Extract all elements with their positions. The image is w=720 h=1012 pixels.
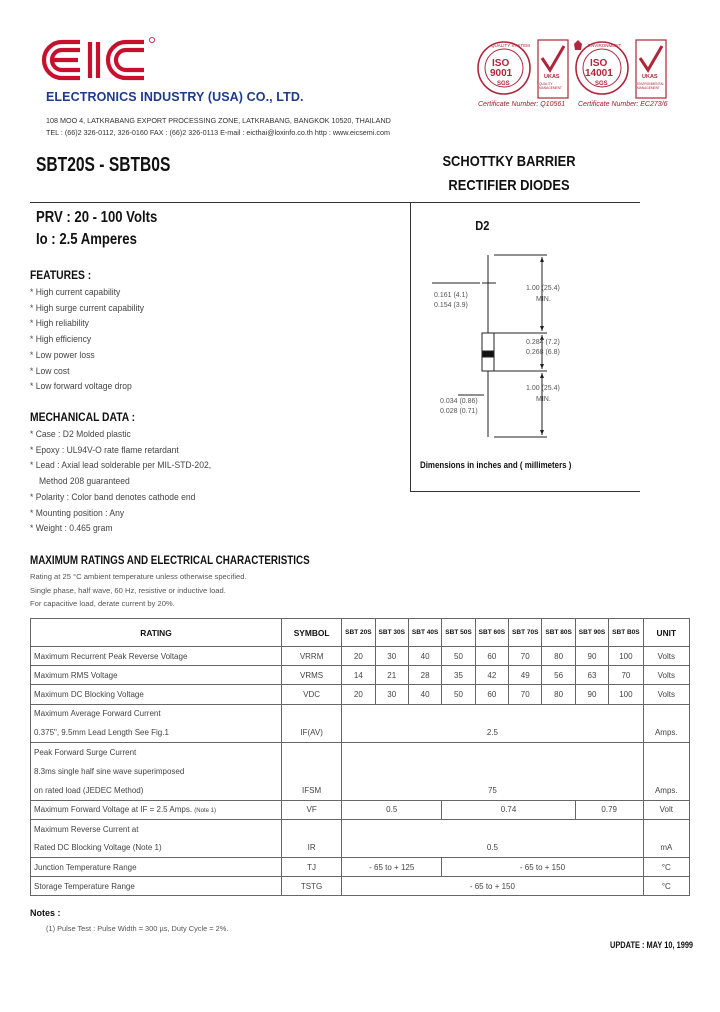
table-row [31, 781, 690, 800]
tstg-unit: °C [643, 877, 689, 896]
row-value: 100 [609, 647, 643, 666]
list-item: * Weight : 0.465 gram [30, 523, 113, 535]
rating-note: For capacitive load, derate current by 20%. [30, 599, 175, 608]
iso-9001-seal-main: ISO [492, 58, 510, 69]
avg-current-symbol: IF(AV) [282, 723, 342, 742]
company-name: ELECTRONICS INDUSTRY (USA) CO., LTD. [46, 90, 304, 104]
vf-symbol: VF [282, 800, 342, 819]
device-type-line2: RECTIFIER DIODES [448, 177, 570, 194]
dim-lead-dia-min: 0.154 (3.9) [434, 302, 468, 309]
dimensions-note: Dimensions in inches and ( millimeters ) [420, 460, 572, 470]
features-heading: FEATURES : [30, 268, 92, 282]
row-value: 30 [375, 647, 408, 666]
rating-note: Rating at 25 °C ambient temperature unless otherwise specified. [30, 572, 247, 581]
tstg-symbol: TSTG [282, 877, 342, 896]
part-range-title: SBT20S - SBTB0S [36, 154, 171, 176]
row-value: 28 [408, 666, 441, 685]
row-rating: Maximum Recurrent Peak Reverse Voltage [31, 647, 282, 666]
package-box-left [410, 202, 411, 492]
iso-14001-certification [574, 36, 720, 102]
row-value: 80 [542, 685, 575, 704]
prv-rating: PRV : 20 - 100 Volts [36, 209, 158, 226]
mechanical-heading: MECHANICAL DATA : [30, 410, 136, 424]
list-item: * High surge current capability [30, 302, 145, 314]
tj-label: Junction Temperature Range [31, 858, 282, 877]
list-item: * High current capability [30, 287, 121, 298]
iso-9001-badge-bottom: QUALITY MANAGEMENT [539, 82, 562, 90]
dim-top-length: 1.00 (25.4) [526, 285, 560, 292]
list-item: * Low forward voltage drop [30, 381, 132, 393]
avg-current-value: 2.5 [342, 723, 643, 742]
surge-label-3: on rated load (JEDEC Method) [31, 781, 282, 800]
dim-body-max: 0.284 (7.2) [526, 339, 560, 346]
row-value: 60 [475, 647, 508, 666]
row-symbol: VDC [282, 685, 342, 704]
package-name: D2 [475, 218, 490, 233]
header-rating: RATING [31, 619, 282, 647]
row-unit: Volts [643, 685, 689, 704]
ir-label-1: Maximum Reverse Current at [31, 819, 282, 838]
row-value: 50 [442, 647, 475, 666]
row-value: 40 [408, 647, 441, 666]
list-item: * Epoxy : UL94V-O rate flame retardant [30, 444, 179, 456]
header-part: SBT 30S [375, 619, 408, 647]
table-header-row [31, 619, 690, 647]
row-value: 70 [509, 685, 542, 704]
list-item: * High reliability [30, 318, 89, 330]
vf-label: Maximum Forward Voltage at IF = 2.5 Amps. [34, 805, 193, 815]
list-item: * High efficiency [30, 334, 92, 346]
header-part: SBT 40S [408, 619, 441, 647]
ir-value: 0.5 [342, 838, 643, 857]
title-divider [30, 202, 640, 203]
surge-symbol: IFSM [282, 781, 342, 800]
table-row [31, 647, 690, 666]
ir-symbol: IR [282, 838, 342, 857]
table-row [31, 819, 690, 838]
table-row [31, 704, 690, 723]
company-address: 108 MOO 4, LATKRABANG EXPORT PROCESSING ZONE, LATKRABANG, BANGKOK 10520, THAILAND [46, 116, 391, 125]
table-row [31, 666, 690, 685]
row-rating: Maximum RMS Voltage [31, 666, 282, 685]
iso-9001-seal-num: 9001 [490, 68, 513, 79]
d2-package-drawing [412, 245, 638, 450]
iso-14001-badge-top: UKAS [642, 74, 658, 80]
avg-current-label-2: 0.375", 9.5mm Lead Length See Fig.1 [31, 723, 282, 742]
row-value: 90 [575, 647, 608, 666]
row-symbol: VRRM [282, 647, 342, 666]
iso-9001-seal-bottom: SGS [497, 81, 510, 87]
vf-unit: Volt [643, 800, 689, 819]
header-part: SBT 90S [575, 619, 608, 647]
list-item: * Polarity : Color band denotes cathode end [30, 491, 196, 503]
table-row [31, 838, 690, 857]
tj-unit: °C [643, 858, 689, 877]
table-row [31, 800, 690, 819]
header-part: SBT 80S [542, 619, 575, 647]
header-symbol: SYMBOL [282, 619, 342, 647]
features-list [30, 285, 157, 395]
row-value: 100 [609, 685, 643, 704]
row-value: 40 [408, 685, 441, 704]
row-value: 30 [375, 685, 408, 704]
row-value: 80 [542, 647, 575, 666]
vf-note: (Note 1) [194, 808, 216, 815]
row-value: 42 [475, 666, 508, 685]
row-value: 20 [342, 647, 375, 666]
table-row [31, 723, 690, 742]
row-value: 21 [375, 666, 408, 685]
surge-label-2: 8.3ms single half sine wave superimposed [31, 762, 282, 781]
ir-label-2: Rated DC Blocking Voltage (Note 1) [31, 838, 282, 857]
table-row [31, 877, 690, 896]
list-item: * Lead : Axial lead solderable per MIL-STD-202, [30, 460, 212, 472]
header-part: SBT B0S [609, 619, 643, 647]
io-rating: Io : 2.5 Amperes [36, 231, 137, 248]
note-1: (1) Pulse Test : Pulse Width = 300 µs, Duty Cycle = 2%. [46, 924, 229, 933]
iso-14001-seal-bottom: SGS [595, 81, 608, 87]
row-value: 60 [475, 685, 508, 704]
ratings-table [30, 618, 690, 896]
mechanical-list [30, 427, 231, 537]
header-part: SBT 50S [442, 619, 475, 647]
avg-current-unit: Amps. [643, 723, 689, 742]
row-value: 20 [342, 685, 375, 704]
dim-top-min: MIN. [536, 296, 551, 303]
iso-9001-caption: Certificate Number: Q10561 [478, 101, 566, 108]
update-date: UPDATE : MAY 10, 1999 [610, 940, 694, 951]
notes-heading: Notes : [30, 908, 61, 918]
row-unit: Volts [643, 666, 689, 685]
surge-label-1: Peak Forward Surge Current [31, 742, 282, 761]
tstg-value: - 65 to + 150 [342, 877, 643, 896]
row-value: 35 [442, 666, 475, 685]
row-value: 14 [342, 666, 375, 685]
vf-value-mid: 0.74 [442, 800, 576, 819]
iso-14001-seal-num: 14001 [585, 68, 613, 79]
row-rating: Maximum DC Blocking Voltage [31, 685, 282, 704]
header-part: SBT 20S [342, 619, 375, 647]
dim-bottom-min: MIN. [536, 396, 551, 403]
row-value: 49 [509, 666, 542, 685]
table-row [31, 742, 690, 761]
row-value: 70 [509, 647, 542, 666]
company-contact: TEL : (66)2 326-0112, 326-0160 FAX : (66)2 326-0113 E-mail : eicthai@loxinfo.co.th http : www.eicsemi.com [46, 128, 390, 137]
tj-symbol: TJ [282, 858, 342, 877]
iso-14001-caption: Certificate Number: EC273/6 [578, 101, 668, 108]
iso-14001-seal-top: ENVIRONMENT [588, 43, 622, 48]
dim-wire-min: 0.028 (0.71) [440, 408, 478, 415]
eic-logo [40, 34, 168, 86]
row-value: 90 [575, 685, 608, 704]
table-row [31, 685, 690, 704]
ir-unit: mA [643, 838, 689, 857]
list-item: * Low cost [30, 365, 70, 377]
dim-bottom-length: 1.00 (25.4) [526, 385, 560, 392]
package-box-bottom [410, 491, 640, 492]
iso-14001-seal-main: ISO [590, 58, 608, 69]
tj-value-high: - 65 to + 150 [442, 858, 643, 877]
row-value: 70 [609, 666, 643, 685]
dim-lead-dia-max: 0.161 (4.1) [434, 292, 468, 299]
header-part: SBT 60S [475, 619, 508, 647]
header-part: SBT 70S [509, 619, 542, 647]
row-unit: Volts [643, 647, 689, 666]
iso-9001-badge-top: UKAS [544, 74, 560, 80]
surge-unit: Amps. [643, 781, 689, 800]
iso-14001-badge-bottom: ENVIRONMENTAL MANAGEMENT [637, 82, 665, 90]
list-item: * Mounting position : Any [30, 507, 125, 519]
tstg-label: Storage Temperature Range [31, 877, 282, 896]
table-row [31, 858, 690, 877]
header-unit: UNIT [643, 619, 689, 647]
row-symbol: VRMS [282, 666, 342, 685]
iso-9001-seal-top: QUALITY SYSTEM [491, 43, 530, 48]
list-item: * Low power loss [30, 349, 95, 361]
row-value: 50 [442, 685, 475, 704]
vf-value-high: 0.79 [575, 800, 643, 819]
rating-note: Single phase, half wave, 60 Hz, resistive or inductive load. [30, 586, 226, 595]
row-value: 63 [575, 666, 608, 685]
dim-wire-max: 0.034 (0.86) [440, 398, 478, 405]
avg-current-label-1: Maximum Average Forward Current [31, 704, 282, 723]
list-item: * Case : D2 Molded plastic [30, 429, 131, 440]
vf-value-low: 0.5 [342, 800, 442, 819]
surge-value: 75 [342, 781, 643, 800]
table-row [31, 762, 690, 781]
list-item: Method 208 guaranteed [39, 476, 130, 488]
row-value: 56 [542, 666, 575, 685]
tj-value-low: - 65 to + 125 [342, 858, 442, 877]
max-ratings-heading: MAXIMUM RATINGS AND ELECTRICAL CHARACTERISTICS [30, 553, 310, 567]
dim-body-min: 0.268 (6.8) [526, 349, 560, 356]
device-type-line1: SCHOTTKY BARRIER [442, 153, 576, 170]
